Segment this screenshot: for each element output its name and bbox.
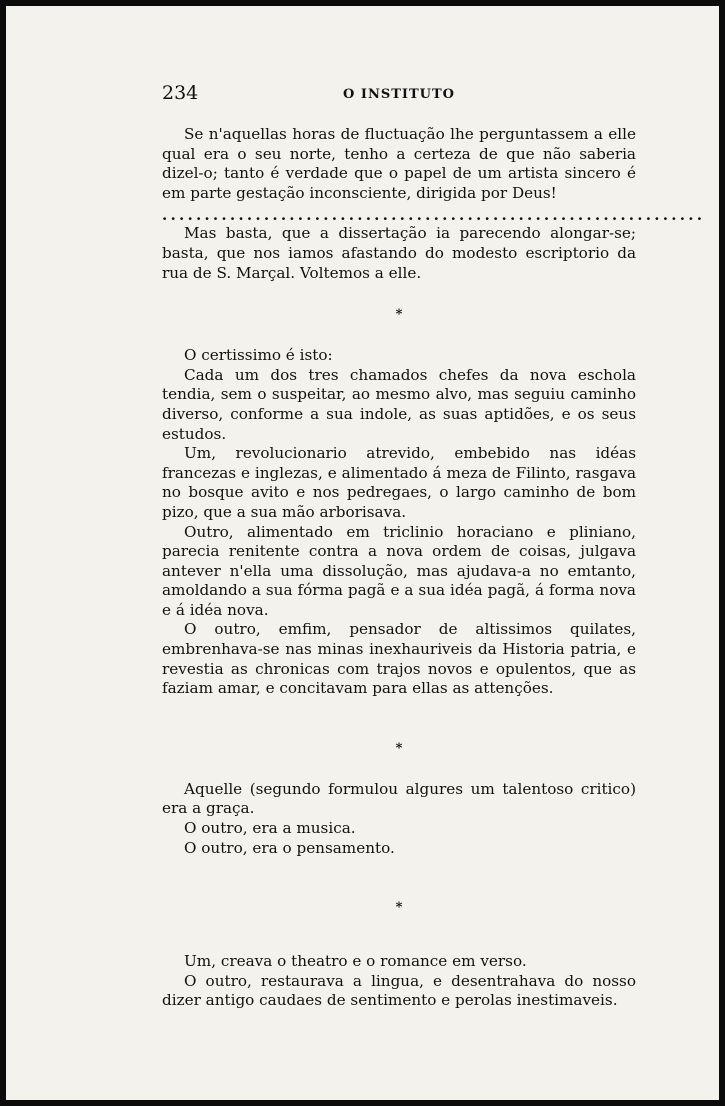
paragraph: Outro, alimentado em triclinio horaciano e pliniano, parecia renitente contra a nova ordem de coisas, julgava antever n'ella uma dissolução, mas ajudava-a no emtanto, amoldando a sua fórma pagã e a sua idéa pagã, á forma nova e á idéa nova. [162,522,636,619]
paragraph: Cada um dos tres chamados chefes da nova eschola tendia, sem o suspeitar, ao mesmo alvo, mas seguiu caminho diverso, conforme a sua indole, as suas aptidões, e os seus estudos. [162,365,636,443]
paragraph: Mas basta, que a dissertação ia parecendo alongar-se; basta, que nos iamos afastando do modesto escriptorio da rua de S. Marçal. Voltemos a elle. [162,224,636,282]
section-asterisk: * [395,900,403,916]
running-head: O INSTITUTO [343,87,455,102]
page-header [162,82,636,110]
paragraph: Um, revolucionario atrevido, embebido nas idéas francezas e inglezas, e alimentado á meza de Filinto, rasgava no bosque avito e nos pedregaes, o largo caminho de bom pizo, que a sua mão arborisava. [162,444,636,521]
paragraph: Um, creava o theatro e o romance em verso. [184,952,527,971]
paragraph: O outro, restaurava a lingua, e desentrahava do nosso dizer antigo caudaes de sentimento e perolas inestimaveis. [162,971,636,1010]
paragraph: O certissimo é isto: [184,346,333,365]
body-text [162,125,706,1011]
paragraph: O outro, era o pensamento. [184,838,395,857]
section-asterisk: * [395,307,403,323]
paragraph: Se n'aquellas horas de fluctuação lhe perguntassem a elle qual era o seu norte, tenho a certeza de que não saberia dizel-o; tanto é verdade que o papel de um artista sincero é em parte gestação inconsciente, dirigida por Deus! [162,125,636,202]
book-page [6,6,719,1100]
paragraph: Aquelle (segundo formulou algures um talentoso critico) era a graça. [162,779,636,818]
ellipsis-divider: ................................................................ [162,206,706,225]
page-number: 234 [162,82,199,104]
paragraph: O outro, era a musica. [184,819,356,838]
paragraph: O outro, emfim, pensador de altissimos quilates, embrenhava-se nas minas inexhauriveis da Historia patria, e revestia as chronicas com trajos novos e opulentos, que as faziam amar, e concitavam para ellas as attenções. [162,620,636,698]
section-asterisk: * [395,740,403,756]
